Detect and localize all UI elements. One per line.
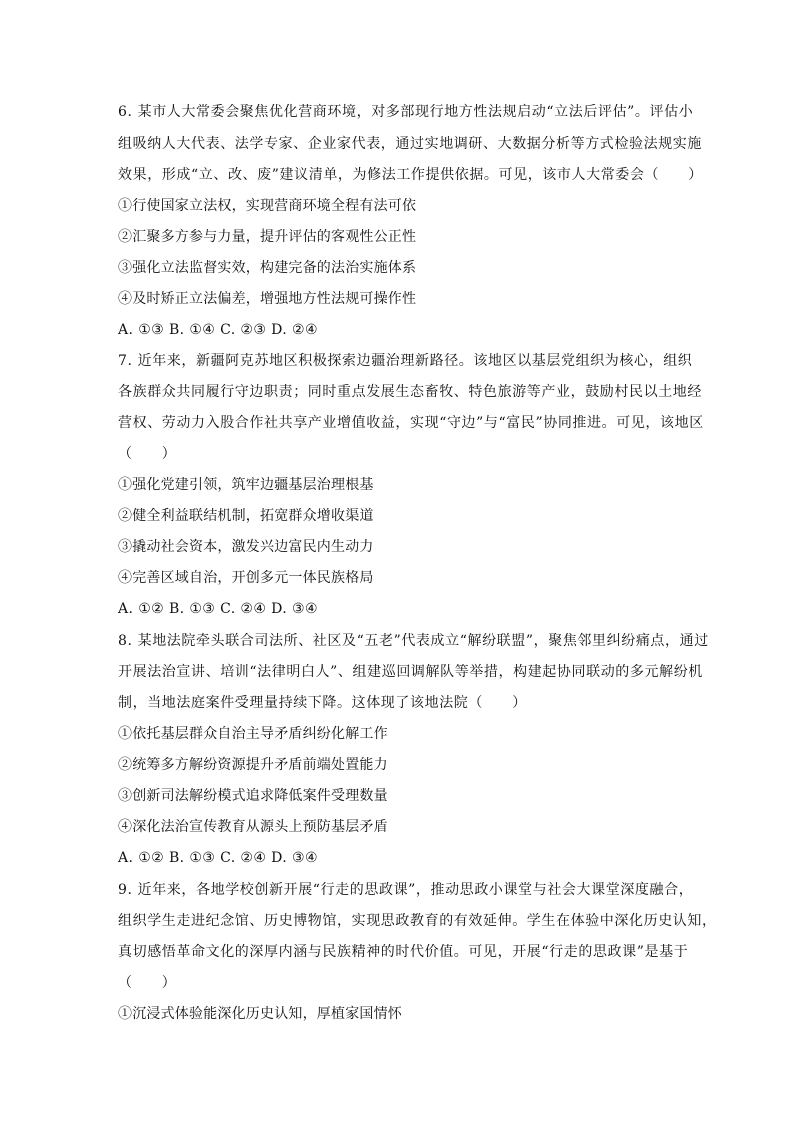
question-8-stem-line-2: 开展法治宣讲、培训“法律明白人”、组建巡回调解队等举措，构建起协同联动的多元解纷机 (118, 664, 703, 680)
question-7-stem-line-4: （ ） (118, 446, 177, 462)
question-8-stem-line-1: 8. 某地法院牵头联合司法所、社区及“五老”代表成立“解纷联盟”，聚焦邻里纠纷痛点，通过 (118, 633, 709, 649)
question-6-answer-choices: A. ①③ B. ①④ C. ②③ D. ②④ (118, 322, 318, 338)
question-7-stem-line-3: 营权、劳动力入股合作社共享产业增值收益，实现“守边”与“富民”协同推进。可见，该地区 (118, 415, 704, 431)
question-6-option-3: ③强化立法监督实效，构建完备的法治实施体系 (118, 260, 417, 276)
question-9-stem-line-3: 真切感悟革命文化的深厚内涵与民族精神的时代价值。可见，开展“行走的思政课”是基于 (118, 944, 689, 960)
question-6-option-1: ①行使国家立法权，实现营商环境全程有法可依 (118, 198, 417, 214)
question-9-stem-line-4: （ ） (118, 975, 177, 991)
question-7-option-1: ①强化党建引领，筑牢边疆基层治理根基 (118, 477, 374, 493)
question-7-stem-line-1: 7. 近年来，新疆阿克苏地区积极探索边疆治理新路径。该地区以基层党组织为核心，组织 (118, 353, 693, 369)
question-6-stem-line-3: 效果，形成“立、改、废”建议清单，为修法工作提供依据。可见，该市人大常委会（ ） (118, 167, 703, 183)
question-8-option-2: ②统筹多方解纷资源提升矛盾前端处置能力 (118, 757, 388, 773)
question-7-answer-choices: A. ①② B. ①③ C. ②④ D. ③④ (118, 601, 318, 617)
question-7-option-2: ②健全利益联结机制，拓宽群众增收渠道 (118, 508, 374, 524)
question-8-stem-line-3: 制，当地法庭案件受理量持续下降。这体现了该地法院（ ） (118, 695, 527, 711)
question-8-option-3: ③创新司法解纷模式追求降低案件受理数量 (118, 788, 388, 804)
question-8-option-4: ④深化法治宣传教育从源头上预防基层矛盾 (118, 819, 388, 835)
question-6-option-2: ②汇聚多方参与力量，提升评估的客观性公正性 (118, 229, 417, 245)
question-9-stem-line-2: 组织学生走进纪念馆、历史博物馆，实现思政教育的有效延伸。学生在体验中深化历史认知， (118, 913, 717, 929)
question-7-stem-line-2: 各族群众共同履行守边职责；同时重点发展生态畜牧、特色旅游等产业，鼓励村民以土地经 (118, 384, 702, 400)
question-8-answer-choices: A. ①② B. ①③ C. ②④ D. ③④ (118, 850, 318, 866)
question-9-stem-line-1: 9. 近年来，各地学校创新开展“行走的思政课”，推动思政小课堂与社会大课堂深度融合， (118, 882, 694, 898)
question-6-stem-line-2: 组吸纳人大代表、法学专家、企业家代表，通过实地调研、大数据分析等方式检验法规实施 (118, 136, 702, 152)
question-7-option-4: ④完善区域自治，开创多元一体民族格局 (118, 570, 374, 586)
question-9-option-1: ①沉浸式体验能深化历史认知，厚植家国情怀 (118, 1006, 402, 1022)
question-7-option-3: ③撬动社会资本，激发兴边富民内生动力 (118, 539, 374, 555)
question-6-option-4: ④及时矫正立法偏差，增强地方性法规可操作性 (118, 291, 417, 307)
question-8-option-1: ①依托基层群众自治主导矛盾纠纷化解工作 (118, 726, 388, 742)
question-6-stem-line-1: 6. 某市人大常委会聚焦优化营商环境，对多部现行地方性法规启动“立法后评估”。评估小 (118, 104, 694, 120)
